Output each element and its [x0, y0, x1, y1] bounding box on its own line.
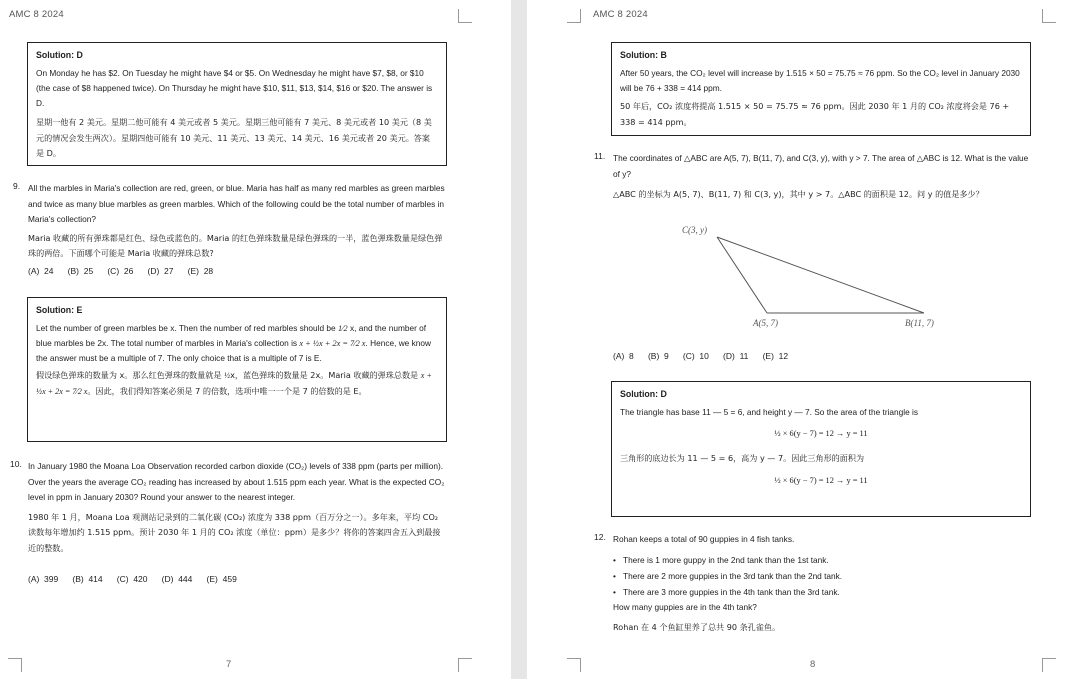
- equation: ½ × 6(y − 7) = 12 → y = 11: [774, 475, 868, 485]
- solution-text-en-part2: x, and the number of blue marbles be 2x. The total number of marbles in Maria's collection is: [36, 323, 427, 348]
- bullet-item: • There is 1 more guppy in the 2nd tank than the 1st tank.: [613, 552, 1033, 568]
- question-number: 11.: [594, 151, 606, 161]
- triangle-side-cb: [717, 237, 924, 313]
- solution-text-en: On Monday he has $2. On Tuesday he might have $4 or $5. On Wednesday he might have $7, $8, or $10 (the case of $8 happened twice). On Thursday he might have $10, $11, $13, $14, $16 or $20. The answer is D.: [36, 68, 433, 108]
- solution-title: Solution: D: [36, 50, 83, 60]
- page-header: AMC 8 2024: [9, 9, 64, 20]
- solution-text-cn: 50 年后，CO₂ 浓度将提高 1.515 × 50 = 75.75 ≈ 76 ppm。因此 2030 年 1 月的 CO₂ 浓度将会是 76 + 338 = 414 ppm。: [620, 101, 1010, 127]
- corner-mark: [458, 658, 472, 672]
- question-9: [28, 181, 448, 262]
- solution-text-cn: 星期一他有 2 美元。星期二他可能有 4 美元或者 5 美元。星期三他可能有 7 美元、8 美元或者 10 美元（8 美元的情况会发生两次）。星期四他可能有 10 美元、11 美元、13 美元、14 美元、16 美元或者 20 美元。答案是 D。: [36, 117, 432, 158]
- page-7: [0, 0, 511, 679]
- question-number: 10.: [10, 459, 22, 469]
- bullet-item: • There are 3 more guppies in the 4th tank than the 3rd tank.: [613, 584, 1033, 600]
- equation: x + ½x + 2x = 7⁄2 x: [299, 339, 366, 348]
- corner-mark: [1042, 9, 1056, 23]
- bullet-item: • There are 2 more guppies in the 3rd tank than the 2nd tank.: [613, 568, 1033, 584]
- equation: ½ × 6(y − 7) = 12 → y = 11: [774, 429, 868, 438]
- corner-mark: [567, 9, 581, 23]
- solution-box-q11: [611, 381, 1031, 517]
- page-number: 7: [226, 659, 232, 670]
- page-number: 8: [810, 659, 816, 670]
- solution-text-en: [36, 321, 438, 366]
- triangle-side-ca: [717, 237, 767, 313]
- question-text-cn: 1980 年 1 月，Moana Loa 观测站记录到的二氧化碳 (CO₂) 浓度为 338 ppm（百万分之一）。多年来，平均 CO₂ 读数每年增加约 1.515 ppm。预计 2030 年 1 月的 CO₂ 浓度（单位：ppm）是多少？将你的答案四舍五入到最接近的整数。: [28, 511, 441, 553]
- answer-choices: (A) 24 (B) 25 (C) 26 (D) 27 (E) 28: [28, 266, 214, 276]
- question-12: [613, 532, 1033, 636]
- solution-title: Solution: B: [620, 50, 667, 60]
- corner-mark: [567, 658, 581, 672]
- solution-text-en-part1: Let the number of green marbles be x. Then the number of red marbles should be: [36, 323, 336, 333]
- label-c: C(3, y): [682, 225, 707, 235]
- solution-title: Solution: E: [36, 305, 83, 315]
- fraction-half: 1⁄2: [337, 324, 348, 333]
- question-text-cn: △ABC 的坐标为 A(5, 7)、B(11, 7) 和 C(3, y)，其中 y > 7。△ABC 的面积是 12。问 y 的值是多少？: [613, 189, 984, 199]
- question-text-cn: Maria 收藏的所有弹珠都是红色、绿色或蓝色的。Maria 的红色弹珠数量是绿色弹珠的一半，蓝色弹珠数量是绿色弹珠的两倍。下面哪个可能是 Maria 收藏的弹珠总数?: [28, 232, 443, 258]
- question-ask: How many guppies are in the 4th tank?: [613, 601, 757, 612]
- solution-text-en: The triangle has base 11 — 5 = 6, and height y — 7. So the area of the triangle is: [620, 407, 919, 417]
- corner-mark: [458, 9, 472, 23]
- solution-box-q8: [27, 42, 447, 166]
- corner-mark: [8, 658, 22, 672]
- solution-text-cn: 三角形的底边长为 11 — 5 = 6，高为 y — 7。因此三角形的面积为: [620, 453, 865, 463]
- solution-text-cn: 假设绿色弹珠的数量为 x。那么红色弹珠的数量就是 ½x，蓝色弹珠的数量是 2x。Maria 收藏的弹珠总数是 x + ½x + 2x = 7⁄2 x。因此，我们得知答案必须是 7 的倍数，选项中唯一一个是 7 的倍数的是 E。: [36, 370, 432, 396]
- page-8: [527, 0, 1077, 679]
- question-text-en: All the marbles in Maria's collection are red, green, or blue. Maria has half as many red marbles as green marbles and twice as many blue marbles as green marbles. Which of the following could be the total number of marbles in Maria's collection?: [28, 183, 445, 224]
- question-11: [613, 151, 1033, 203]
- question-text-en: In January 1980 the Moana Loa Observation recorded carbon dioxide (CO₂) levels of 338 ppm (parts per million). Over the years the average CO₂ reading has increased by about 1.515 ppm each year. What is the expected CO₂ level in ppm in January 2030? Round your answer to the nearest integer.: [28, 461, 445, 502]
- label-a: A(5, 7): [753, 318, 778, 328]
- solution-text-en: After 50 years, the CO₂ level will increase by 1.515 × 50 = 75.75 ≈ 76 ppm. So the CO₂ level in January 2030 will be 76 + 338 = 414 ppm.: [620, 68, 1020, 93]
- question-number: 9.: [13, 181, 21, 191]
- page-header: AMC 8 2024: [593, 9, 648, 20]
- label-b: B(11, 7): [905, 318, 934, 328]
- answer-choices: (A) 8 (B) 9 (C) 10 (D) 11 (E) 12: [613, 351, 789, 361]
- solution-text-en-part3: . Hence, we know the answer must be a multiple of 7. The only choice that is a multiple of 7 is E.: [36, 338, 431, 363]
- question-text-en: Rohan keeps a total of 90 guppies in 4 fish tanks.: [613, 534, 795, 544]
- question-text-cn: Rohan 在 4 个鱼缸里养了总共 90 条孔雀鱼。: [613, 622, 781, 632]
- question-10: [28, 459, 448, 556]
- question-number: 12.: [594, 532, 606, 542]
- solution-box-q10: [611, 42, 1031, 136]
- answer-choices: (A) 399 (B) 414 (C) 420 (D) 444 (E) 459: [28, 574, 237, 584]
- solution-title: Solution: D: [620, 389, 667, 399]
- question-text-en: The coordinates of △ABC are A(5, 7), B(11, 7), and C(3, y), with y > 7. The area of △ABC is 12. What is the value of y?: [613, 153, 1029, 179]
- corner-mark: [1042, 658, 1056, 672]
- solution-box-q9: [27, 297, 447, 442]
- triangle-diagram: [667, 218, 957, 334]
